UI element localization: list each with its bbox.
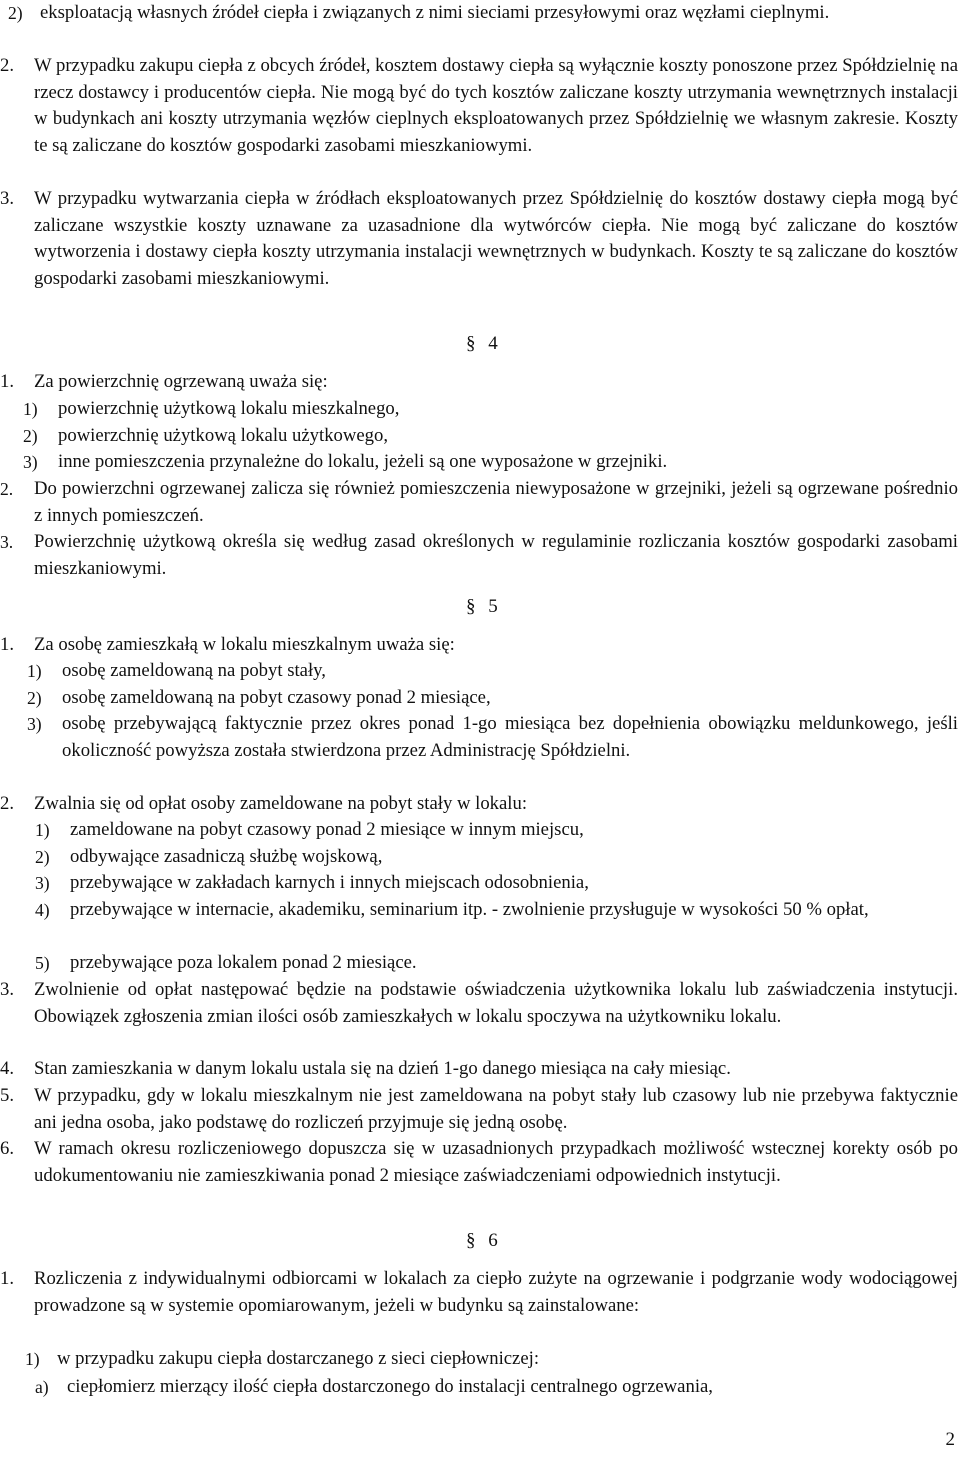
list-item [0, 0, 951, 27]
item-text: zameldowane na pobyt czasowy ponad 2 miesiące w innym miejscu, [70, 819, 584, 840]
paragraph-text: Zwolnienie od opłat następować będzie na podstawie oświadczenia użytkownika lokalu lub zaświadczenia instytucji. Obowiązek zgłoszenia zmian ilości osób zamieszkałych w lokalu spoczywa na użytkowniku lokalu. [34, 979, 958, 1027]
item-number: 2) [23, 426, 38, 446]
item-number: 3) [23, 452, 38, 472]
item-text: przebywające w internacie, akademiku, seminarium itp. - zwolnienie przysługuje w wysokości 50 % opłat, [70, 899, 869, 920]
paragraph-text: W przypadku zakupu ciepła z obcych źródeł, kosztem dostawy ciepła są wyłącznie koszty ponoszone przez Spółdzielnię na rzecz dostawcy i producentów ciepła. Nie mogą być do tych kosztów zaliczane koszty utrzymania wewnętrznych instalacji w budynkach ani koszty utrzymania węzłów cieplnych eksploatowanych przez Spółdzielnię we własnym zakresie. Koszty te są zaliczane do kosztów gospodarki zasobami mieszkaniowymi. [34, 55, 958, 156]
section-symbol: § [466, 1230, 476, 1251]
item-number: 2) [27, 688, 42, 708]
section-number: 5 [488, 596, 498, 617]
paragraph [0, 1266, 958, 1319]
section-heading [466, 331, 498, 358]
paragraph-number: 6. [0, 1138, 15, 1159]
list-item [0, 844, 958, 871]
item-number: 1) [27, 661, 42, 681]
list-item [0, 1374, 958, 1401]
paragraph-number: 2. [0, 479, 14, 499]
item-text: przebywające poza lokalem ponad 2 miesiące. [70, 952, 417, 973]
paragraph [0, 1056, 958, 1083]
item-number: 1) [25, 1349, 40, 1369]
paragraph-number: 3. [0, 979, 15, 1000]
item-text: powierzchnię użytkową lokalu mieszkalnego, [58, 398, 400, 419]
section-symbol: § [466, 333, 476, 354]
paragraph-number: 5. [0, 1085, 15, 1106]
list-item [0, 423, 958, 450]
list-item [0, 658, 958, 685]
list-item [0, 870, 958, 897]
paragraph [0, 791, 958, 818]
section-number: 4 [488, 333, 498, 354]
section-heading [466, 1228, 498, 1255]
item-number: 2) [8, 3, 23, 23]
paragraph [0, 1136, 958, 1189]
list-item [0, 817, 958, 844]
item-text: odbywające zasadniczą służbę wojskową, [70, 846, 383, 867]
paragraph-number: 2. [0, 55, 15, 76]
page-number: 2 [945, 1429, 955, 1450]
paragraph [0, 53, 958, 159]
section-number: 6 [488, 1230, 498, 1251]
paragraph-text: Rozliczenia z indywidualnymi odbiorcami w lokalach za ciepło zużyte na ogrzewanie i podgrzanie wody wodociągowej prowadzone są w systemie opomiarowanym, jeżeli w budynku są zainstalowane: [34, 1268, 958, 1316]
list-item [0, 897, 958, 924]
list-item [0, 950, 958, 977]
list-item [0, 711, 958, 764]
paragraph-text: W przypadku, gdy w lokalu mieszkalnym nie jest zameldowana na pobyt stały lub czasowy lub nie przebywa faktycznie ani jedna osoba, jako podstawę do rozliczeń przyjmuje się jedną osobę. [34, 1085, 958, 1133]
section-symbol: § [466, 596, 476, 617]
item-number: 2) [35, 847, 50, 867]
item-text: osobę zameldowaną na pobyt czasowy ponad 2 miesiące, [62, 687, 491, 708]
item-text: osobę zameldowaną na pobyt stały, [62, 660, 326, 681]
paragraph-text: W ramach okresu rozliczeniowego dopuszcza się w uzasadnionych przypadkach możliwość wstecznej korekty osób po udokumentowaniu nie zamieszkiwania ponad 2 miesiące zaświadczeniami odpowiednich instytucji. [34, 1138, 958, 1186]
item-text: przebywające w zakładach karnych i innych miejscach odosobnienia, [70, 872, 589, 893]
item-number: 3) [35, 873, 50, 893]
paragraph-number: 3. [0, 532, 14, 552]
paragraph-text: Stan zamieszkania w danym lokalu ustala się na dzień 1-go danego miesiąca na cały miesiąc. [34, 1058, 731, 1079]
paragraph-text: Do powierzchni ogrzewanej zalicza się również pomieszczenia niewyposażone w grzejniki, jeżeli są ogrzewane pośrednio z innych pomieszczeń. [34, 478, 958, 526]
paragraph-number: 2. [0, 793, 15, 814]
paragraph-text: Za osobę zamieszkałą w lokalu mieszkalnym uważa się: [34, 634, 455, 655]
list-item [0, 396, 958, 423]
paragraph [0, 369, 958, 396]
item-text: powierzchnię użytkową lokalu użytkowego, [58, 425, 389, 446]
paragraph-text: W przypadku wytwarzania ciepła w źródłach eksploatowanych przez Spółdzielnię do kosztów dostawy ciepła mogą być zaliczane wszystkie koszty uznawane za uzasadnione dla wytwórców ciepła. Nie mogą być zaliczane do kosztów wytworzenia i dostawy ciepła koszty utrzymania instalacji wewnętrznych w budynkach. Koszty te są zaliczane do kosztów gospodarki zasobami mieszkaniowymi. [34, 188, 958, 289]
list-item [0, 685, 958, 712]
paragraph-text: Powierzchnię użytkową określa się według zasad określonych w regulaminie rozliczania kosztów gospodarki zasobami mieszkaniowymi. [34, 531, 958, 579]
paragraph-number: 1. [0, 634, 15, 655]
paragraph-text: Za powierzchnię ogrzewaną uważa się: [34, 371, 328, 392]
item-text: inne pomieszczenia przynależne do lokalu, jeżeli są one wyposażone w grzejniki. [58, 451, 668, 472]
item-number: 1) [35, 820, 50, 840]
item-text: w przypadku zakupu ciepła dostarczanego z sieci ciepłowniczej: [57, 1348, 540, 1369]
paragraph-number: 1. [0, 1268, 15, 1289]
paragraph-text: Zwalnia się od opłat osoby zameldowane na pobyt stały w lokalu: [34, 793, 528, 814]
item-text: ciepłomierz mierzący ilość ciepła dostarczonego do instalacji centralnego ogrzewania, [67, 1376, 713, 1397]
paragraph-number: 4. [0, 1058, 15, 1079]
item-text: eksploatacją własnych źródeł ciepła i związanych z nimi sieciami przesyłowymi oraz węzłami cieplnymi. [40, 2, 830, 23]
paragraph [0, 1083, 958, 1136]
item-number: a) [35, 1377, 49, 1397]
item-number: 3) [27, 714, 42, 734]
paragraph [0, 632, 958, 659]
list-item [0, 449, 958, 476]
paragraph [0, 186, 958, 292]
paragraph-number: 1. [0, 371, 15, 392]
paragraph [0, 476, 958, 529]
item-number: 5) [35, 953, 50, 973]
item-number: 4) [35, 900, 50, 920]
item-text: osobę przebywającą faktycznie przez okres ponad 1-go miesiąca bez dopełnienia obowiązku meldunkowego, jeśli okoliczność powyższa została stwierdzona przez Administrację Spółdzielni. [62, 713, 958, 761]
list-item [0, 1346, 958, 1373]
paragraph [0, 529, 958, 582]
paragraph [0, 977, 958, 1030]
item-number: 1) [23, 399, 38, 419]
section-heading [466, 594, 498, 621]
paragraph-number: 3. [0, 188, 15, 209]
